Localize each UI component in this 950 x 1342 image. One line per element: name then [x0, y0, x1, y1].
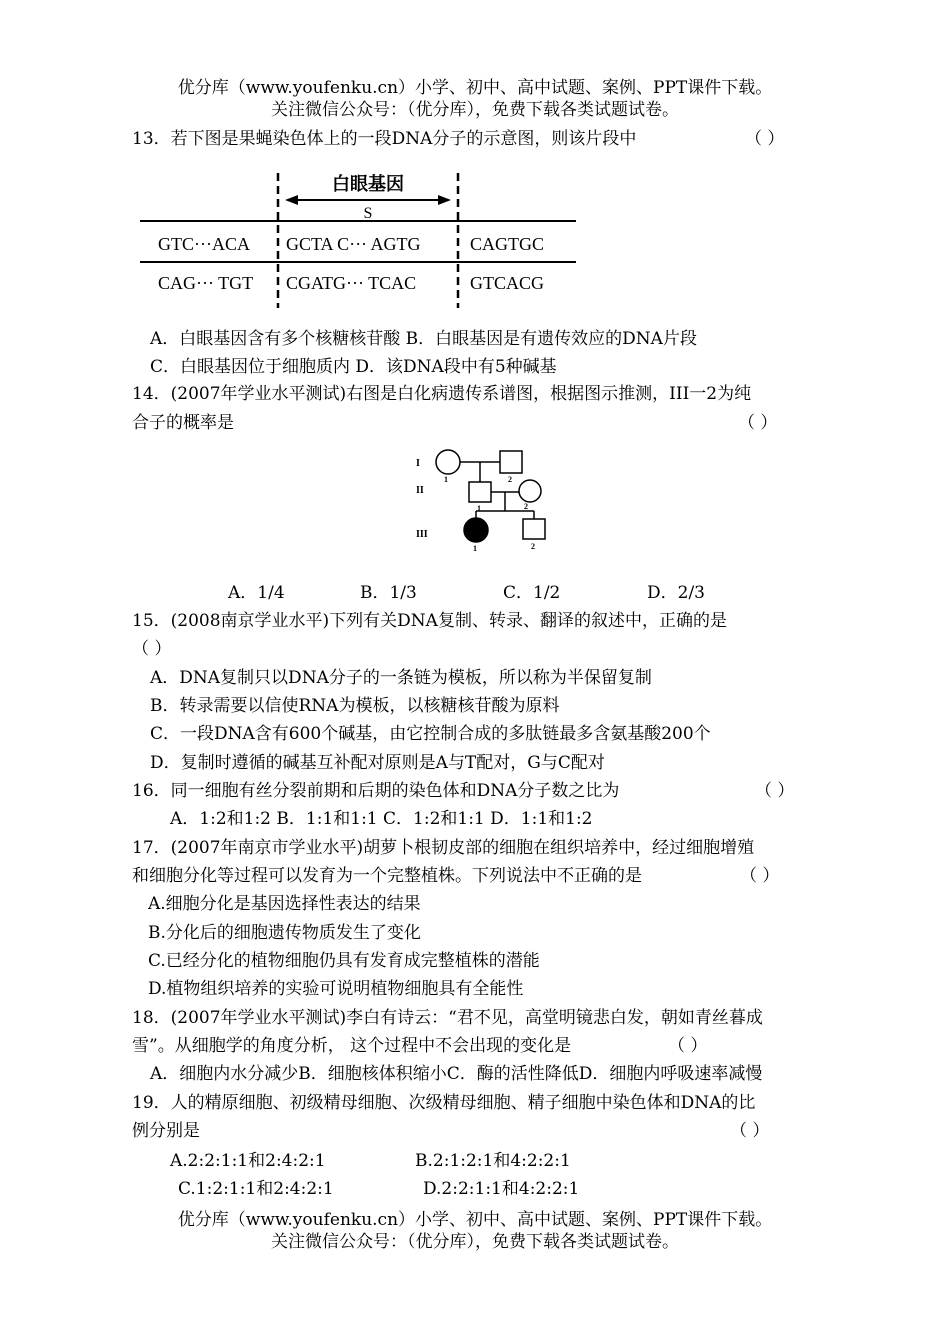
q15-option-b: B．转录需要以信使RNA为模板，以核糖核苷酸为原料	[150, 696, 560, 716]
arrow-right-head	[438, 195, 451, 205]
q17-option-c: C.已经分化的植物细胞仍具有发育成完整植株的潜能	[148, 951, 540, 971]
q14-option-a: A．1/4	[228, 583, 285, 603]
gen3-num-1: 1	[473, 544, 477, 553]
q16-options: A．1:2和1:2 B．1:1和1:1 C．1:2和1:1 D．1:1和1:2	[170, 809, 593, 829]
header-line-1: 优分库（www.youfenku.cn）小学、初中、高中试题、案例、PPT课件下载。	[177, 78, 773, 98]
gen1-num-1: 1	[444, 475, 448, 484]
q15-option-d: D．复制时遵循的碱基互补配对原则是A与T配对，G与C配对	[150, 753, 605, 773]
gen1-female	[436, 450, 460, 474]
q14-option-d: D．2/3	[647, 583, 705, 603]
q15-answer-paren: （ ）	[132, 639, 172, 659]
footer-line-2: 关注微信公众号：（优分库），免费下载各类试题试卷。	[271, 1232, 679, 1252]
footer-line-1: 优分库（www.youfenku.cn）小学、初中、高中试题、案例、PPT课件下载。	[177, 1210, 773, 1230]
gen3-affected-female	[464, 518, 488, 542]
gen-label-3: III	[416, 529, 428, 540]
q17-option-d: D.植物组织培养的实验可说明植物细胞具有全能性	[148, 979, 524, 999]
gen1-num-2: 2	[508, 475, 512, 484]
q19-option-b: B.2:1:2:1和4:2:2:1	[415, 1151, 571, 1171]
gen2-num-2: 2	[524, 502, 528, 511]
gen2-male	[469, 482, 491, 502]
q17-option-b: B.分化后的细胞遗传物质发生了变化	[148, 923, 421, 943]
gen-label-2: II	[416, 485, 424, 496]
gen1-male	[500, 451, 522, 473]
q19-stem-line-1: 19．人的精原细胞、初级精母细胞、次级精母细胞、精子细胞中染色体和DNA的比	[132, 1093, 756, 1113]
q15-option-a: A．DNA复制只以DNA分子的一条链为模板，所以称为半保留复制	[150, 668, 652, 688]
s-label: S	[363, 205, 373, 222]
q14-option-b: B．1/3	[360, 583, 417, 603]
q13-stem: 13．若下图是果蝇染色体上的一段DNA分子的示意图，则该片段中	[132, 129, 637, 149]
gene-label: 白眼基因	[332, 174, 404, 195]
q18-stem-line-2: 雪”。从细胞学的角度分析， 这个过程中不会出现的变化是	[132, 1036, 572, 1056]
q16-answer-paren: （ ）	[755, 781, 795, 801]
q14-option-c: C．1/2	[503, 583, 561, 603]
seq-top-left: GTC···ACA	[158, 234, 250, 254]
q13-options-row-1: A．白眼基因含有多个核糖核苷酸 B．白眼基因是有遗传效应的DNA片段	[150, 329, 697, 349]
q14-answer-paren: （ ）	[738, 413, 778, 433]
q16-stem: 16．同一细胞有丝分裂前期和后期的染色体和DNA分子数之比为	[132, 781, 620, 801]
header-line-2: 关注微信公众号：（优分库），免费下载各类试题试卷。	[271, 100, 679, 120]
q14-stem-line-2: 合子的概率是	[132, 413, 234, 433]
q19-stem-line-2: 例分别是	[132, 1121, 200, 1141]
gen3-num-2: 2	[531, 542, 535, 551]
q14-stem-line-1: 14．(2007年学业水平测试)右图是白化病遗传系谱图，根据图示推测，III一2为纯	[132, 384, 752, 404]
dna-diagram	[140, 168, 580, 318]
q13-answer-paren: （ ）	[745, 129, 785, 149]
gen3-male	[523, 519, 545, 539]
q18-stem-line-1: 18．(2007年学业水平测试)李白有诗云：“君不见，高堂明镜悲白发，朝如青丝暮成	[132, 1008, 763, 1028]
gen-label-1: I	[416, 458, 420, 469]
q17-option-a: A.细胞分化是基因选择性表达的结果	[148, 894, 421, 914]
q19-option-c: C.1:2:1:1和2:4:2:1	[178, 1179, 334, 1199]
seq-bottom-mid: CGATG··· TCAC	[286, 273, 417, 293]
seq-bottom-left: CAG··· TGT	[158, 273, 254, 293]
pedigree-chart	[410, 445, 570, 555]
q17-answer-paren: （ ）	[740, 866, 780, 886]
seq-top-right: CAGTGC	[470, 234, 545, 254]
q17-stem-line-1: 17．(2007年南京市学业水平)胡萝卜根韧皮部的细胞在组织培养中，经过细胞增殖	[132, 838, 755, 858]
gen2-female	[519, 480, 541, 502]
q18-options: A．细胞内水分减少B．细胞核体积缩小C．酶的活性降低D．细胞内呼吸速率减慢	[150, 1064, 763, 1084]
q13-options-row-2: C．白眼基因位于细胞质内 D．该DNA段中有5种碱基	[150, 357, 557, 377]
seq-bottom-right: GTCACG	[470, 273, 545, 293]
q19-answer-paren: （ ）	[730, 1121, 770, 1141]
q19-option-d: D.2:2:1:1和4:2:2:1	[423, 1179, 580, 1199]
seq-top-mid: GCTA C··· AGTG	[286, 234, 421, 254]
q15-stem: 15．(2008南京学业水平)下列有关DNA复制、转录、翻译的叙述中，正确的是	[132, 611, 727, 631]
arrow-left-head	[285, 195, 298, 205]
q18-answer-paren: （ ）	[668, 1036, 708, 1056]
q15-option-c: C．一段DNA含有600个碱基，由它控制合成的多肽链最多含氨基酸200个	[150, 724, 711, 744]
gen2-num-1: 1	[477, 504, 481, 513]
q19-option-a: A.2:2:1:1和2:4:2:1	[170, 1151, 326, 1171]
q17-stem-line-2: 和细胞分化等过程可以发育为一个完整植株。下列说法中不正确的是	[132, 866, 642, 886]
